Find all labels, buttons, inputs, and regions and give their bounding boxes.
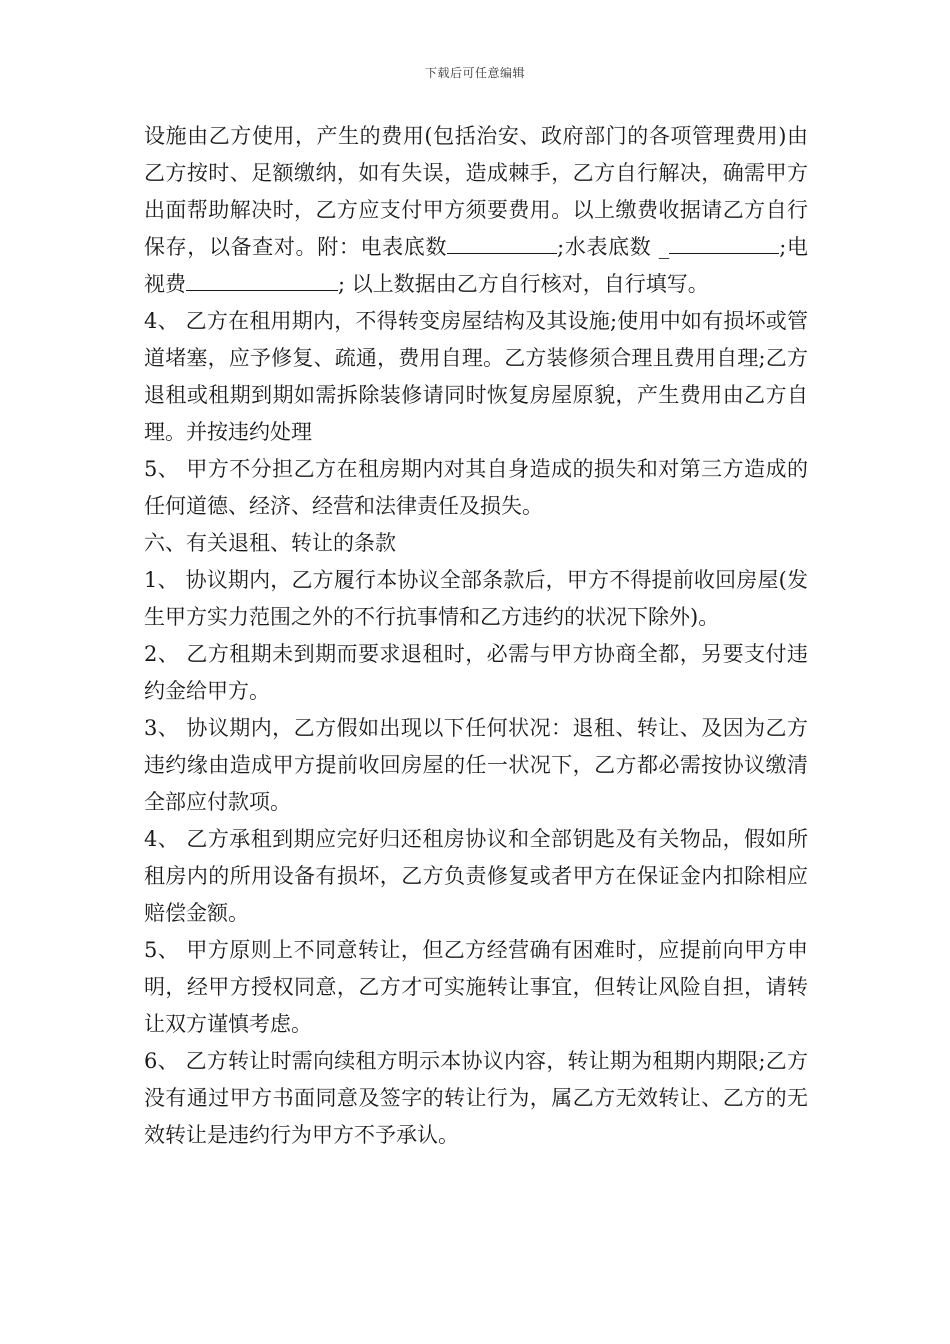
clause-6-2: 2、 乙方租期未到期而要求退租时，必需与甲方协商全都，另要支付违约金给甲方。 bbox=[144, 642, 808, 703]
water-meter-label: ;水表底数 _ bbox=[557, 235, 670, 259]
tv-fee-label: ;电视费 bbox=[144, 235, 808, 296]
electric-meter-blank bbox=[447, 231, 557, 254]
clause-6-6: 6、 乙方转让时需向续租方明示本协议内容，转让期为租期内期限;乙方没有通过甲方书面同意及签字的转让行为，属乙方无效转让、乙方的无效转让是违约行为甲方不予承认。 bbox=[144, 1049, 808, 1147]
tv-fee-blank bbox=[186, 268, 338, 291]
clause-6-3: 3、 协议期内，乙方假如出现以下任何状况：退租、转让、及因为乙方违约缘由造成甲方提前收回房屋的任一状况下，乙方都必需按协议缴清全部应付款项。 bbox=[144, 716, 808, 814]
clause-6-4: 4、 乙方承租到期应完好归还租房协议和全部钥匙及有关物品，假如所租房内的所用设备有损坏，乙方负责修复或者甲方在保证金内扣除相应赔偿金额。 bbox=[144, 827, 808, 925]
page-header: 下载后可任意编辑 bbox=[424, 66, 525, 80]
section-heading-6: 六、有关退租、转让的条款 bbox=[144, 531, 396, 555]
water-meter-blank bbox=[669, 231, 779, 254]
clause-5: 5、 甲方不分担乙方在租房期内对其自身造成的损失和对第三方造成的任何道德、经济、经营和法律责任及损失。 bbox=[144, 457, 808, 518]
fees-text: 设施由乙方使用，产生的费用(包括治安、政府部门的各项管理费用)由乙方按时、足额缴纳，如有失误，造成棘手，乙方自行解决，确需甲方出面帮助解决时，乙方应支付甲方须要费用。以上缴费收据请乙方自行保存，以备查对。附：电表底数 bbox=[144, 124, 808, 259]
clause-4: 4、 乙方在租用期内，不得转变房屋结构及其设施;使用中如有损坏或管道堵塞，应予修复、疏通，费用自理。乙方装修须合理且费用自理;乙方退租或租期到期如需拆除装修请同时恢复房屋原貌，产生费用由乙方自理。并按违约处理 bbox=[144, 309, 808, 444]
clause-6-5: 5、 甲方原则上不同意转让，但乙方经营确有困难时，应提前向甲方申明，经甲方授权同意，乙方才可实施转让事宜，但转让风险自担，请转让双方谨慎考虑。 bbox=[144, 938, 808, 1036]
paragraph-fees bbox=[144, 118, 808, 303]
clause-6-1: 1、 协议期内，乙方履行本协议全部条款后，甲方不得提前收回房屋(发生甲方实力范围之外的不行抗事情和乙方违约的状况下除外)。 bbox=[144, 568, 808, 629]
document-body bbox=[144, 118, 808, 1154]
fees-text-end: ; 以上数据由乙方自行核对，自行填写。 bbox=[338, 272, 709, 296]
